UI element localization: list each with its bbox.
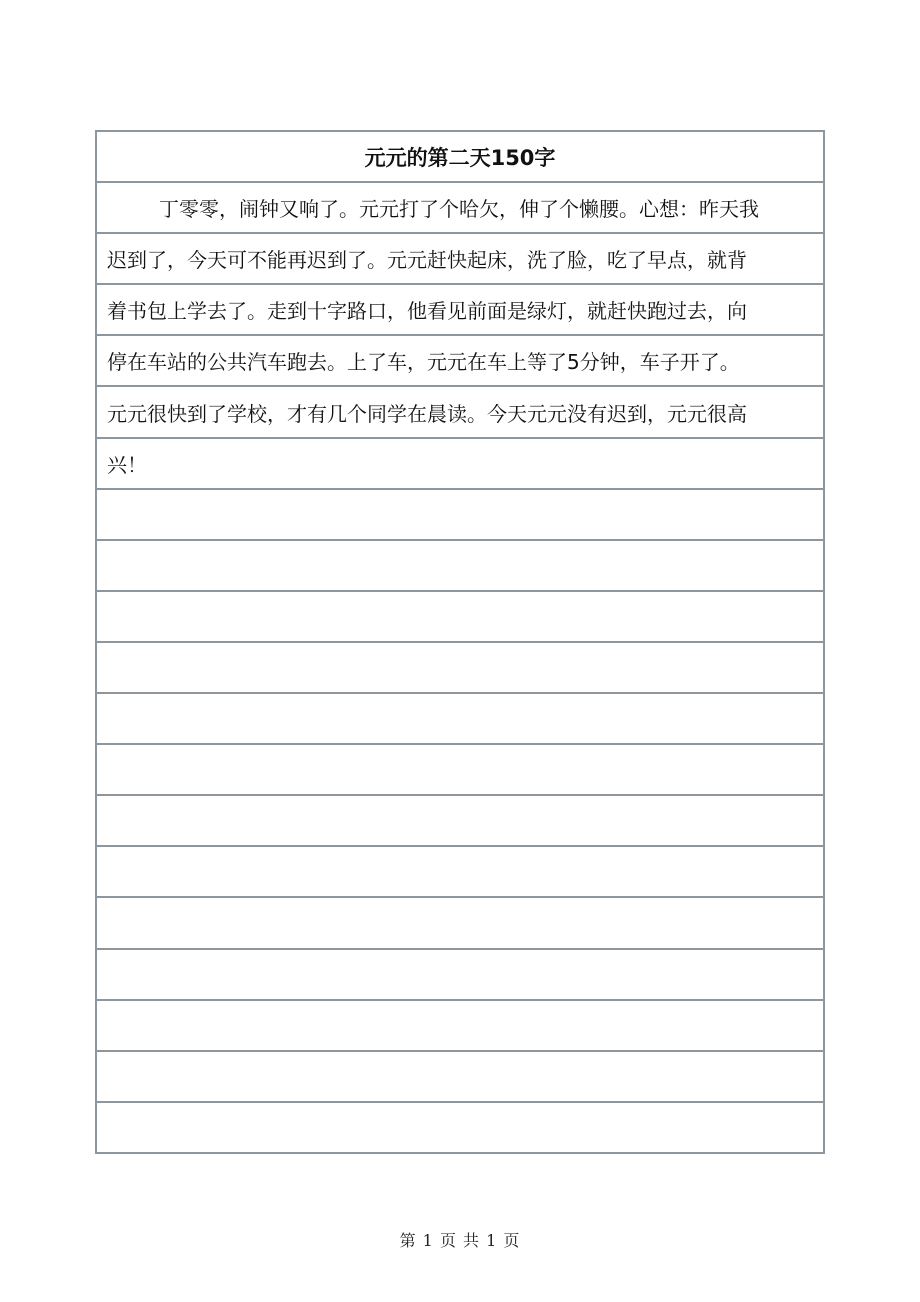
essay-line: 迟到了，今天可不能再迟到了。元元赶快起床，洗了脸，吃了早点，就背 xyxy=(97,234,823,285)
blank-row xyxy=(97,745,823,796)
essay-grid-sheet xyxy=(95,130,825,1154)
blank-row xyxy=(97,796,823,847)
blank-row xyxy=(97,592,823,643)
essay-line: 兴！ xyxy=(97,439,823,490)
blank-row xyxy=(97,1052,823,1103)
essay-line: 丁零零，闹钟又响了。元元打了个哈欠，伸了个懒腰。心想：昨天我 xyxy=(97,183,823,234)
essay-line: 停在车站的公共汽车跑去。上了车，元元在车上等了5分钟，车子开了。 xyxy=(97,336,823,387)
blank-row xyxy=(97,490,823,541)
blank-row xyxy=(97,847,823,898)
blank-row xyxy=(97,694,823,745)
blank-row xyxy=(97,1001,823,1052)
blank-row xyxy=(97,643,823,694)
essay-line: 着书包上学去了。走到十字路口，他看见前面是绿灯，就赶快跑过去，向 xyxy=(97,285,823,336)
page-number-footer: 第 1 页 共 1 页 xyxy=(399,1231,521,1250)
essay-title: 元元的第二天150字 xyxy=(97,132,823,183)
blank-row xyxy=(97,898,823,949)
blank-row xyxy=(97,541,823,592)
blank-row xyxy=(97,950,823,1001)
essay-line: 元元很快到了学校，才有几个同学在晨读。今天元元没有迟到，元元很高 xyxy=(97,387,823,438)
blank-row xyxy=(97,1103,823,1154)
